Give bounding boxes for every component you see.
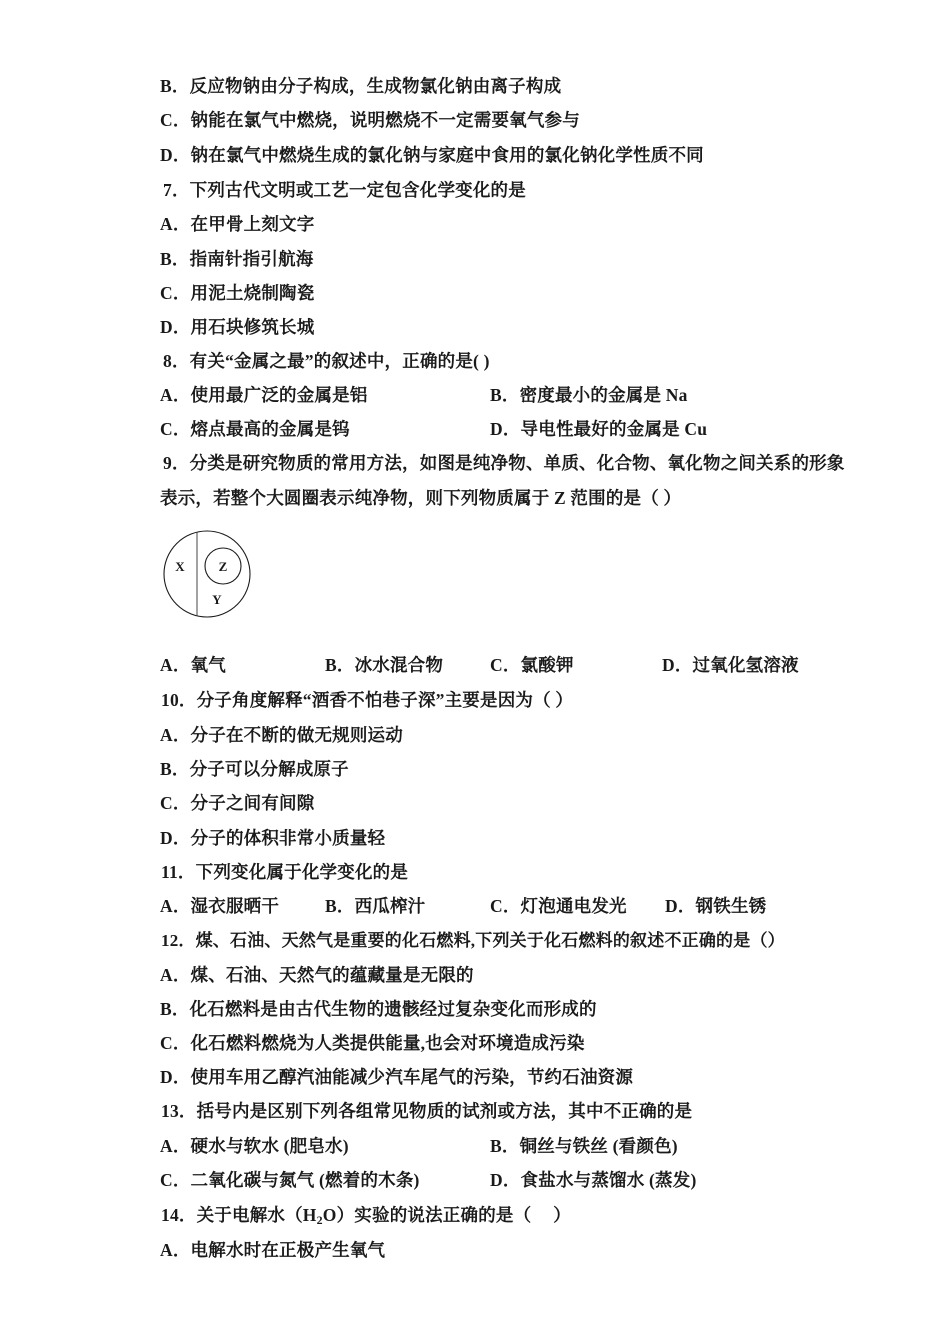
option-line (160, 896, 279, 918)
option-text: 钢铁生锈 (695, 896, 767, 916)
venn-diagram-svg (160, 524, 260, 624)
option-label: C． (160, 1170, 191, 1190)
question-text: 分子角度解释“酒香不怕巷子深”主要是因为（ ） (196, 690, 574, 710)
option-line (160, 145, 704, 167)
question-number: 10． (161, 690, 197, 710)
option-line (160, 999, 597, 1021)
question-number: 7． (163, 180, 190, 200)
option-label: A． (160, 655, 191, 675)
option-label: A． (160, 1240, 191, 1260)
option-label: C． (160, 419, 191, 439)
question-text: 有关“金属之最”的叙述中，正确的是( ) (189, 351, 490, 371)
option-text: 电解水时在正极产生氧气 (190, 1240, 386, 1260)
option-text: 用泥土烧制陶瓷 (190, 283, 315, 303)
question-text: 下列古代文明或工艺一定包含化学变化的是 (189, 180, 526, 200)
option-text: 导电性最好的金属是 Cu (520, 419, 708, 439)
option-label: D． (662, 655, 693, 675)
option-line (160, 317, 314, 339)
option-text: 钠在氯气中燃烧生成的氯化钠与家庭中食用的氯化钠化学性质不同 (190, 145, 704, 165)
option-text: 氯酸钾 (520, 655, 574, 675)
option-text: 反应物钠由分子构成，生成物氯化钠由离子构成 (189, 76, 562, 96)
option-label: D． (160, 317, 191, 337)
option-text: 冰水混合物 (354, 655, 444, 675)
option-text: 煤、石油、天然气的蕴藏量是无限的 (190, 965, 474, 985)
option-label: B． (160, 76, 190, 96)
option-line (662, 655, 799, 677)
question-line-10 (161, 690, 573, 712)
option-label: B． (160, 759, 190, 779)
option-text: 分子可以分解成原子 (189, 759, 349, 779)
question-line-7 (163, 180, 526, 202)
question-line-12 (161, 930, 785, 951)
option-text: 氧气 (190, 655, 226, 675)
question-text: 下列变化属于化学变化的是 (195, 862, 409, 882)
option-line (160, 419, 350, 441)
option-label: B． (160, 999, 190, 1019)
option-text: 食盐水与蒸馏水 (蒸发) (520, 1170, 697, 1190)
question-text: 括号内是区别下列各组常见物质的试剂或方法，其中不正确的是 (196, 1101, 693, 1121)
option-line (160, 1067, 633, 1089)
option-label: D． (160, 145, 191, 165)
option-line (325, 896, 425, 918)
option-label: A． (160, 896, 191, 916)
option-text: 硬水与软水 (肥皂水) (190, 1136, 349, 1156)
option-line (490, 419, 707, 441)
question-number: 13． (161, 1101, 197, 1121)
option-label: A． (160, 214, 191, 234)
option-label: D． (490, 419, 521, 439)
option-label: C． (160, 793, 191, 813)
option-line (490, 655, 574, 677)
figure-label-y: Y (212, 592, 222, 607)
question-line-11 (161, 862, 408, 884)
option-line (160, 1033, 585, 1055)
venn-diagram-figure (160, 524, 260, 624)
option-line (160, 110, 580, 132)
option-text: 熔点最高的金属是钨 (190, 419, 350, 439)
option-label: D． (665, 896, 696, 916)
option-label: B． (490, 385, 520, 405)
question-text: 表示，若整个大圆圈表示纯净物，则下列物质属于 Z 范围的是（ ） (160, 488, 682, 508)
option-line (160, 1170, 420, 1192)
option-text: 钠能在氯气中燃烧，说明燃烧不一定需要氧气参与 (190, 110, 580, 130)
question-text-prefix: 关于电解水（H (196, 1205, 317, 1225)
option-line (160, 1136, 349, 1158)
question-number: 14． (161, 1205, 197, 1225)
option-label: A． (160, 725, 191, 745)
option-text: 分子的体积非常小质量轻 (190, 828, 386, 848)
option-label: C． (160, 1033, 191, 1053)
option-label: D． (490, 1170, 521, 1190)
option-line (160, 76, 561, 98)
option-label: B． (490, 1136, 520, 1156)
question-text-suffix: O）实验的说法正确的是（ (322, 1205, 532, 1225)
question-line-8 (163, 351, 490, 373)
option-line (160, 385, 368, 407)
option-text: 过氧化氢溶液 (692, 655, 799, 675)
question-text: 煤、石油、天然气是重要的化石燃料,下列关于化石燃料的叙述不正确的是（） (195, 931, 785, 950)
option-line (490, 385, 688, 407)
question-line-9-cont (160, 488, 681, 510)
option-text: 二氧化碳与氮气 (燃着的木条) (190, 1170, 420, 1190)
option-label: D． (160, 828, 191, 848)
question-line-9 (163, 453, 845, 475)
option-line (160, 283, 314, 305)
question-number: 8． (163, 351, 190, 371)
option-line (160, 725, 403, 747)
question-text: 分类是研究物质的常用方法，如图是纯净物、单质、化合物、氧化物之间关系的形象 (189, 453, 845, 473)
option-line (160, 655, 226, 677)
option-text: 指南针指引航海 (189, 249, 314, 269)
option-line (160, 828, 385, 850)
option-label: A． (160, 385, 191, 405)
option-text: 化石燃料燃烧为人类提供能量,也会对环境造成污染 (190, 1033, 585, 1053)
option-text: 化石燃料是由古代生物的遗骸经过复杂变化而形成的 (189, 999, 597, 1019)
question-number: 9． (163, 453, 190, 473)
option-text: 使用最广泛的金属是铝 (190, 385, 368, 405)
option-line (160, 965, 474, 987)
option-label: C． (490, 896, 521, 916)
question-number: 11． (161, 862, 196, 882)
option-line (490, 1170, 696, 1192)
option-text: 灯泡通电发光 (520, 896, 627, 916)
option-label: B． (160, 249, 190, 269)
option-label: B． (325, 655, 355, 675)
option-text: 西瓜榨汁 (354, 896, 426, 916)
option-line (160, 1240, 385, 1262)
option-text: 分子在不断的做无规则运动 (190, 725, 403, 745)
option-line (160, 214, 314, 236)
question-line-14 (161, 1205, 571, 1228)
question-text-close: ） (553, 1205, 571, 1225)
option-text: 在甲骨上刻文字 (190, 214, 315, 234)
option-line (160, 793, 314, 815)
option-line (665, 896, 766, 918)
option-text: 湿衣服晒干 (190, 896, 280, 916)
question-line-13 (161, 1101, 692, 1123)
option-text: 密度最小的金属是 Na (519, 385, 688, 405)
formula-subscript: 2 (316, 1212, 323, 1227)
option-text: 使用车用乙醇汽油能减少汽车尾气的污染，节约石油资源 (190, 1067, 634, 1087)
figure-label-x: X (175, 559, 185, 574)
figure-label-z: Z (218, 559, 228, 574)
option-label: A． (160, 965, 191, 985)
option-text: 铜丝与铁丝 (看颜色) (519, 1136, 678, 1156)
option-text: 分子之间有间隙 (190, 793, 315, 813)
option-line (490, 896, 627, 918)
option-line (160, 759, 349, 781)
question-number: 12． (161, 931, 196, 950)
option-label: C． (160, 110, 191, 130)
option-label: B． (325, 896, 355, 916)
option-label: C． (490, 655, 521, 675)
option-line (160, 249, 313, 271)
option-label: A． (160, 1136, 191, 1156)
option-line (325, 655, 443, 677)
option-text: 用石块修筑长城 (190, 317, 315, 337)
option-label: C． (160, 283, 191, 303)
option-label: D． (160, 1067, 191, 1087)
option-line (490, 1136, 678, 1158)
